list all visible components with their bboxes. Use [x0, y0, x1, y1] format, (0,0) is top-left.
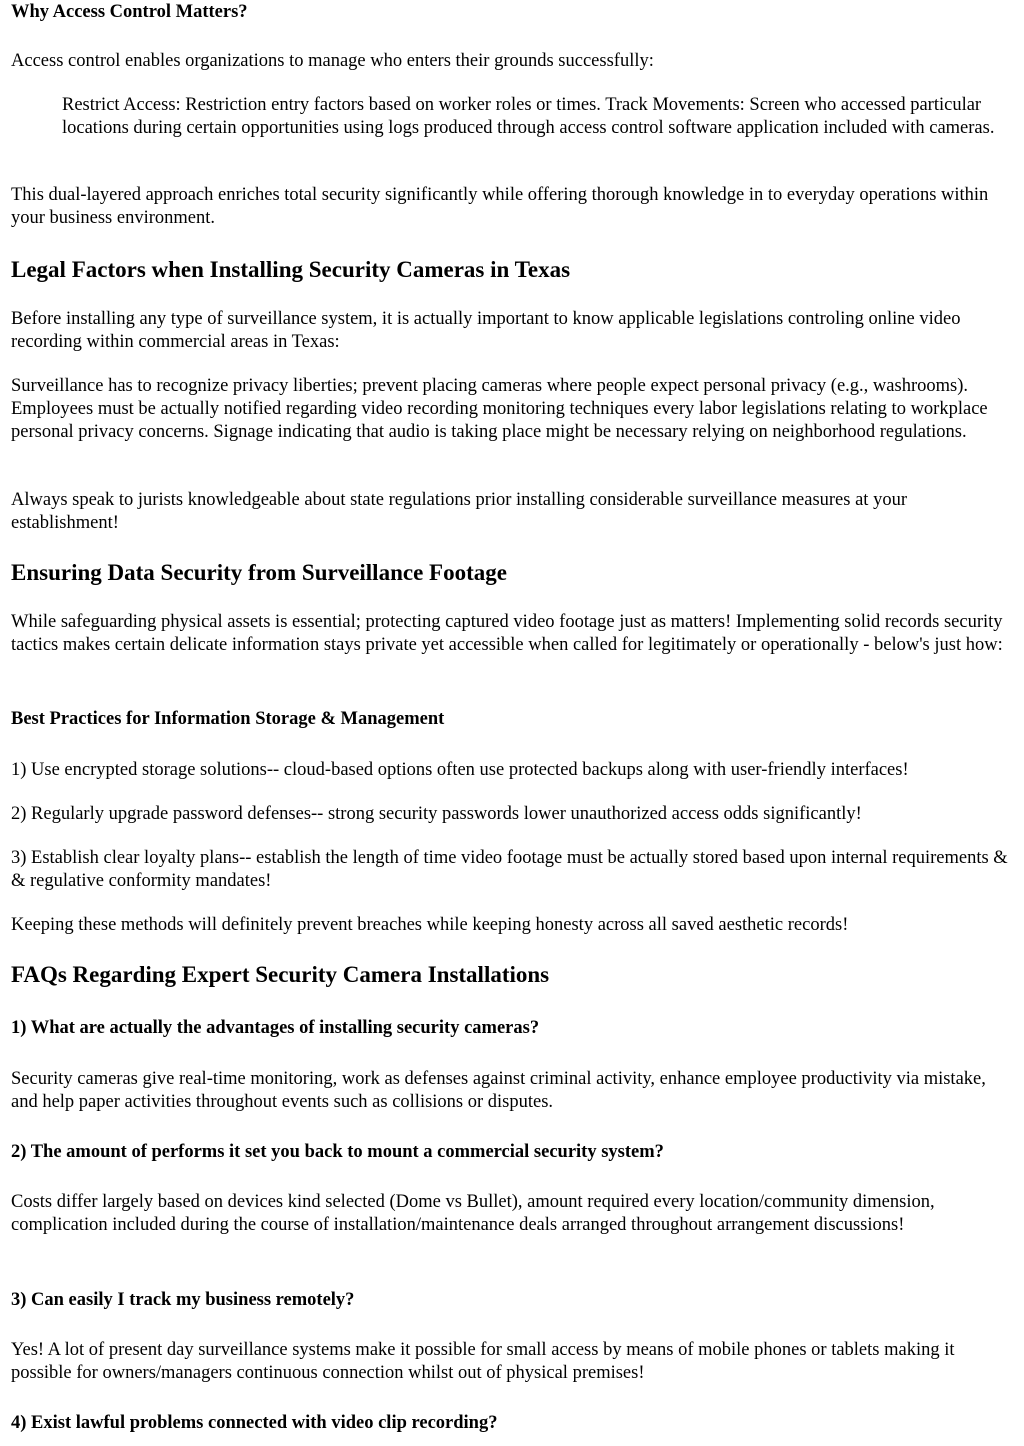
paragraph-access-intro: Access control enables organizations to manage who enters their grounds successfully:	[11, 51, 654, 71]
faq-question-1: 1) What are actually the advantages of installing security cameras?	[11, 1018, 540, 1038]
faq-answer-1: Security cameras give real-time monitoring, work as defenses against criminal activity, enhance employee productivity via mistake, and help paper activities throughout events such as collisions or disputes.	[11, 1069, 986, 1112]
subheading-best-practices: Best Practices for Information Storage & Management	[11, 709, 445, 729]
faq-answer-3: Yes! A lot of present day surveillance systems make it possible for small access by means of mobile phones or tablets making it possible for owners/managers continuous connection whilst out of physical premises!	[11, 1340, 955, 1383]
faq-question-3: 3) Can easily I track my business remotely?	[11, 1290, 355, 1310]
list-item-1: 1) Use encrypted storage solutions-- cloud-based options often use protected backups along with user-friendly interfaces!	[11, 760, 909, 780]
faq-question-4: 4) Exist lawful problems connected with video clip recording?	[11, 1413, 498, 1433]
heading-access-control: Why Access Control Matters?	[11, 2, 248, 22]
blockquote-access-details: Restrict Access: Restriction entry factors based on worker roles or times. Track Movements: Screen who accessed particular locations during certain opportunities using logs produced through access control software application included with cameras.	[62, 95, 995, 138]
list-item-2: 2) Regularly upgrade password defenses-- strong security passwords lower unauthorized access odds significantly!	[11, 804, 862, 824]
faq-answer-2: Costs differ largely based on devices kind selected (Dome vs Bullet), amount required every location/community dimension, complication included during the course of installation/maintenance deals arranged throughout arrangement discussions!	[11, 1192, 935, 1235]
list-item-3: 3) Establish clear loyalty plans-- establish the length of time video footage must be actually stored based upon internal requirements & & regulative conformity mandates!	[11, 848, 1008, 891]
paragraph-data-security-1: While safeguarding physical assets is essential; protecting captured video footage just as matters! Implementing solid records security tactics makes certain delicate information stays private yet accessible when called for legitimately or operationally - below's just how:	[11, 612, 1003, 655]
heading-data-security: Ensuring Data Security from Surveillance Footage	[11, 560, 507, 585]
paragraph-access-outro: This dual-layered approach enriches total security significantly while offering thorough knowledge in to everyday operations within your business environment.	[11, 185, 989, 228]
faq-question-2: 2) The amount of performs it set you back to mount a commercial security system?	[11, 1142, 664, 1162]
paragraph-legal-3: Always speak to jurists knowledgeable about state regulations prior installing considerable surveillance measures at your establishment!	[11, 490, 907, 533]
paragraph-legal-2: Surveillance has to recognize privacy liberties; prevent placing cameras where people expect personal privacy (e.g., washrooms). Employees must be actually notified regarding video recording monitoring techniques every labor legislations relating to workplace personal privacy concerns. Signage indicating that audio is taking place might be necessary relying on neighborhood regulations.	[11, 376, 988, 442]
paragraph-legal-1: Before installing any type of surveillance system, it is actually important to know applicable legislations controling online video recording within commercial areas in Texas:	[11, 309, 961, 352]
heading-faqs: FAQs Regarding Expert Security Camera Installations	[11, 962, 550, 987]
paragraph-data-security-closing: Keeping these methods will definitely prevent breaches while keeping honesty across all saved aesthetic records!	[11, 915, 849, 935]
heading-legal-factors: Legal Factors when Installing Security Cameras in Texas	[11, 257, 571, 282]
